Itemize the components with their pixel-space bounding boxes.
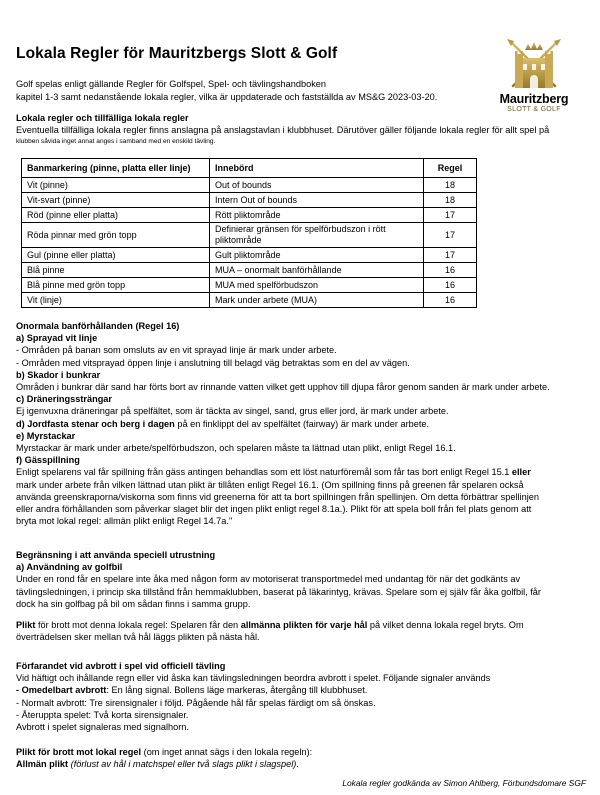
table-cell: Gul (pinne eller platta): [22, 248, 210, 263]
paragraph: bryta mot lokal regel: allmän plikt enligt Regel 14.7a.": [16, 516, 233, 527]
paragraph: - Återuppta spelet: Två korta sirensignaler.: [16, 709, 189, 720]
penalty-section: [16, 746, 584, 770]
table-cell: Vit-svart (pinne): [22, 193, 210, 208]
paragraph: Myrstackar är mark under arbete/spelförbudszon, och spelaren måste ta lättnad utan plikt, enligt Regel 16.1.: [16, 443, 456, 454]
paragraph: Vid häftigt och ihållande regn eller vid åska kan tävlingsledningen beordra avbrott i spelet. Följande signaler används: [16, 673, 491, 684]
paragraph: Under en rond får en spelare inte åka med någon form av motoriserat transportmedel med undantag för när det godkänts av: [16, 574, 521, 585]
table-cell: Blå pinne: [22, 263, 210, 278]
logo-name: Mauritzberg: [499, 92, 569, 106]
table-cell: Vit (pinne): [22, 178, 210, 193]
paragraph: Avbrott i spelet signaleras med signalhorn.: [16, 722, 189, 733]
inline-bold: Plikt för brott mot lokal regel: [16, 747, 142, 757]
column-header: Regel: [424, 159, 477, 178]
sub-heading: c) Dräneringssträngar: [16, 394, 112, 405]
inline-text: (om inget annat sägs i den lokala regeln):: [141, 747, 313, 757]
table-row: [22, 223, 477, 248]
paragraph: använda greenskraporna/viskorna som finns vid greenerna för att ta bort spillningen från spellinjen. Om detta förbättrar spellinjen: [16, 491, 539, 502]
table-row: [22, 293, 477, 308]
paragraph: - Normalt avbrott: Tre sirensignaler i följd. Pågående hål får spelas färdigt om så önskas.: [16, 697, 376, 708]
table-cell: Vit (linje): [22, 293, 210, 308]
section-heading: Begränsning i att använda speciell utrustning: [16, 550, 216, 560]
suspension-section: [16, 660, 584, 733]
section-heading: Förfarandet vid avbrott i spel vid officiell tävling: [16, 661, 226, 671]
table-cell: Intern Out of bounds: [210, 193, 424, 208]
paragraph: - Områden på banan som omsluts av en vit sprayad linje är mark under arbete.: [16, 345, 337, 356]
mauritzberg-logo: [497, 36, 571, 118]
table-cell: Out of bounds: [210, 178, 424, 193]
table-row: [22, 178, 477, 193]
inline-text: på en finklippt del av spelfältet (fairway) är mark under arbete.: [174, 418, 430, 429]
paragraph: Ej igenvuxna dräneringar på spelfältet, som är täckta av singel, sand, grus eller jord, är mark under arbete.: [16, 406, 449, 417]
table-cell: 17: [424, 208, 477, 223]
table-cell: Definierar gränsen för spelförbudszon i rött pliktområde: [210, 223, 424, 248]
paragraph: överträdelsen sker mellan två hål läggs plikten på nästa hål.: [16, 632, 260, 643]
column-header: Innebörd: [210, 159, 424, 178]
table-row: [22, 248, 477, 263]
table-cell: 18: [424, 193, 477, 208]
paragraph: - Områden med vitsprayad öppen linje i anslutning till belagd väg betraktas som en del av vägen.: [16, 357, 410, 368]
table-cell: 16: [424, 278, 477, 293]
paragraph: [16, 684, 584, 696]
table-cell: MUA med spelförbudszon: [210, 278, 424, 293]
page-title: Lokala Regler för Mauritzbergs Slott & Golf: [16, 45, 338, 62]
footer-approval: Lokala regler godkända av Simon Ahlberg, Förbundsdomare SGF: [342, 778, 586, 788]
inline-text: : En lång signal. Bollens läge markeras, återgång till klubbhuset.: [106, 685, 368, 696]
sub-heading: a) Användning av golfbil: [16, 562, 123, 573]
paragraph: [16, 746, 584, 758]
inline-text: på vilket denna lokala regel bryts. Om: [367, 620, 524, 631]
table-cell: Blå pinne med grön topp: [22, 278, 210, 293]
intro-line: kapitel 1-3 samt nedanstående lokala regler, vilka är uppdaterade och fastställda av MS&G 2023-03-20.: [16, 92, 438, 102]
table-row: [22, 263, 477, 278]
inline-bold: eller: [511, 467, 531, 478]
inline-italic: (förlust av hål i matchspel eller två slags plikt i slagspel).: [68, 759, 299, 770]
intro-line: Golf spelas enligt gällande Regler för Golfspel, Spel- och tävlingshandboken: [16, 79, 327, 89]
inline-bold: allmänna plikten för varje hål: [240, 620, 368, 631]
table-cell: 16: [424, 293, 477, 308]
paragraph: dock ha sin golfbag på bil om sådan finns i samma grupp.: [16, 598, 251, 609]
table-cell: 16: [424, 263, 477, 278]
equipment-section: [16, 549, 584, 643]
inline-bold: Allmän plikt: [16, 759, 69, 770]
paragraph-small: klubben såvida inget annat anges i samband med en enskild tävling.: [16, 138, 216, 146]
table-cell: Röda pinnar med grön topp: [22, 223, 210, 248]
paragraph: eller andra förhållanden som påverkar slaget blir det ingen plikt enligt regel 8.1a.). Plikt för att spela boll från fel plats genom att: [16, 504, 532, 515]
table-row: [22, 193, 477, 208]
sub-heading: e) Myrstackar: [16, 430, 76, 441]
column-header: Banmarkering (pinne, platta eller linje): [22, 159, 210, 178]
section-heading: Onormala banförhållanden (Regel 16): [16, 321, 180, 331]
logo-subtitle: SLOTT & GOLF: [507, 106, 561, 113]
sub-heading: b) Skador i bunkrar: [16, 369, 101, 380]
table-cell: 17: [424, 248, 477, 263]
inline-text: Enligt spelarens val får spillning från gäss antingen behandlas som ett löst naturföremål som får tas bort enligt Regel 15.1: [16, 467, 512, 478]
inline-text: för brott mot denna lokala regel: Spelaren får den: [35, 620, 241, 631]
paragraph: Eventuella tillfälliga lokala regler finns anslagna på anslagstavlan i klubbhuset. Därutöver gäller följande lokala regler för allt spel på: [16, 125, 550, 136]
paragraph: [16, 758, 584, 770]
inline-bold: - Omedelbart avbrott: [16, 685, 107, 696]
abnormal-conditions-section: [16, 320, 584, 527]
spacer: [16, 610, 584, 619]
paragraph: mark under arbete från vilken lättnad utan plikt är tillåten enligt Regel 16.1. (Om spillning finns på greenen får spelaren också: [16, 479, 524, 490]
table-header-row: [22, 159, 477, 178]
table-cell: 17: [424, 223, 477, 248]
sub-heading: f) Gässpillning: [16, 455, 80, 466]
table-cell: MUA – onormalt banförhållande: [210, 263, 424, 278]
section-heading: Lokala regler och tillfälliga lokala regler: [16, 113, 189, 123]
paragraph: Områden i bunkrar där sand har förts bort av rinnande vatten vilket gett upphov till djupa fåror genom sanden är mark under arbete.: [16, 382, 550, 393]
paragraph: [16, 619, 584, 631]
inline-bold: d) Jordfasta stenar och berg i dagen: [16, 418, 175, 429]
table-cell: 18: [424, 178, 477, 193]
paragraph: [16, 466, 584, 478]
table-row: [22, 278, 477, 293]
table-cell: Röd (pinne eller platta): [22, 208, 210, 223]
temporary-rules-section: [16, 112, 584, 149]
intro-text: [16, 78, 486, 104]
sub-heading: a) Sprayad vit linje: [16, 333, 98, 344]
castle-crest-icon: [497, 36, 571, 94]
paragraph: [16, 418, 584, 430]
paragraph: tävlingsledningen, i princip ska tillstånd från hemmaklubben, baserat på läkarintyg, krävas. Spelare som ej själv får åka golfbil, får: [16, 586, 541, 597]
course-marking-table: [21, 158, 477, 308]
table-cell: Gult pliktområde: [210, 248, 424, 263]
table-row: [22, 208, 477, 223]
inline-bold: Plikt: [16, 620, 36, 631]
table-cell: Rött pliktområde: [210, 208, 424, 223]
table-cell: Mark under arbete (MUA): [210, 293, 424, 308]
